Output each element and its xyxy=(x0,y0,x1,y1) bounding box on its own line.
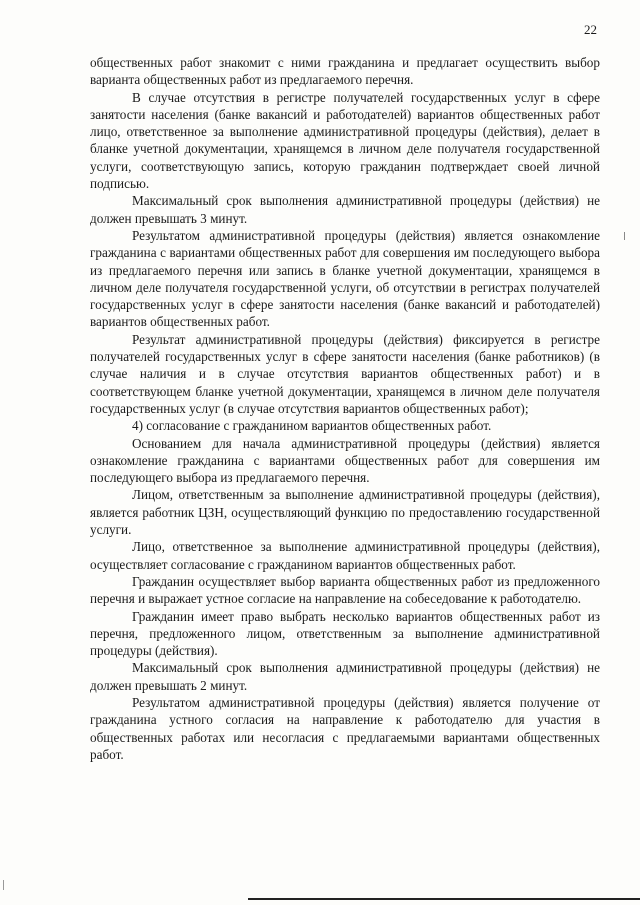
paragraph-4: Результатом административной процедуры (действия) является ознакомление гражданина с вариантами общественных работ для совершения им последующего выбора из предлагаемого перечня или запись в бланке учетной документации, хранящемся в личном деле получателя государственной услуги, об отсутствии в регистрах получателей государственных услуг в сфере занятости населения (банке вакансий и работодателей) вариантов общественных работ. xyxy=(90,227,600,330)
paragraph-5: Результат административной процедуры (действия) фиксируется в регистре получателей государственных услуг в сфере занятости населения (банке работников) (в случае наличия и в случае отсутствия вариантов общественных работ) и в соответствующем бланке учетной документации, хранящемся в личном деле получателя государственных услуг (в случае отсутствия вариантов общественных работ); xyxy=(90,331,600,416)
page-number: 22 xyxy=(584,22,597,37)
paragraph-3: Максимальный срок выполнения административной процедуры (действия) не должен превышать 3 минут. xyxy=(90,193,600,226)
paragraph-7: Основанием для начала административной процедуры (действия) является ознакомление гражданина с вариантами общественных работ для совершения им последующего выбора из предлагаемого перечня. xyxy=(90,435,600,486)
paragraph-9: Лицо, ответственное за выполнение административной процедуры (действия), осуществляет согласование с гражданином вариантов общественных работ. xyxy=(90,539,600,572)
paragraph-1: общественных работ знакомит с ними гражданина и предлагает осуществить выбор варианта общественных работ из предлагаемого перечня. xyxy=(90,55,600,88)
paragraph-12: Максимальный срок выполнения административной процедуры (действия) не должен превышать 2 минут. xyxy=(90,660,600,693)
paragraph-8: Лицом, ответственным за выполнение административной процедуры (действия), является работник ЦЗН, осуществляющий функцию по предоставлению государственной услуги. xyxy=(90,487,600,538)
scan-mark-right xyxy=(624,232,625,240)
paragraph-2: В случае отсутствия в регистре получателей государственных услуг в сфере занятости населения (банке вакансий и работодателей) вариантов общественных работ лицо, ответственное за выполнение административной процедуры (действия), делает в бланке учетной документации, хранящемся в личном деле получателя государственной услуги, соответствующую запись, которую гражданин подтверждает своей личной подписью. xyxy=(90,89,600,192)
document-body xyxy=(90,54,600,763)
paragraph-6: 4) согласование с гражданином вариантов общественных работ. xyxy=(132,418,492,434)
scan-mark-left xyxy=(3,880,4,890)
paragraph-10: Гражданин осуществляет выбор варианта общественных работ из предложенного перечня и выражает устное согласие на направление на собеседование к работодателю. xyxy=(90,573,600,607)
page-bottom-edge xyxy=(248,898,640,900)
paragraph-13: Результатом административной процедуры (действия) является получение от гражданина устного согласия на направление к работодателю для участия в общественных работах или несогласия с предлагаемыми вариантами общественных работ. xyxy=(90,694,600,762)
paragraph-11: Гражданин имеет право выбрать несколько вариантов общественных работ из перечня, предложенного лицом, ответственным за выполнение административной процедуры (действия). xyxy=(90,608,600,659)
